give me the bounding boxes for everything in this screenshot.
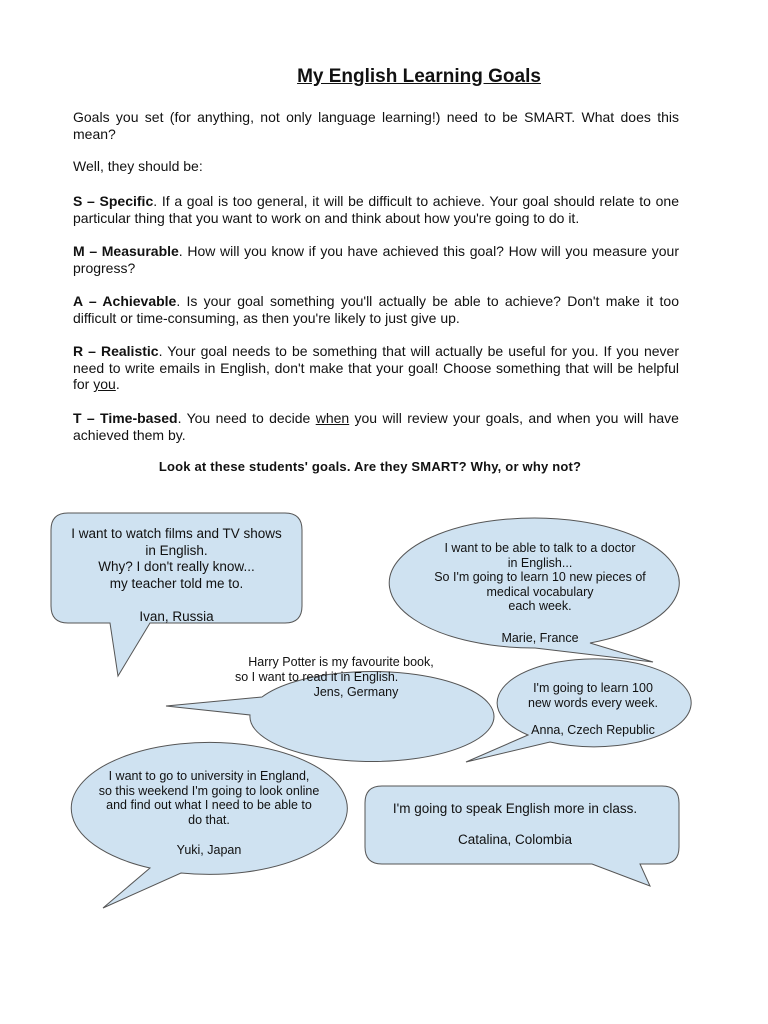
page-title: My English Learning Goals	[297, 66, 541, 87]
student-name: Marie, France	[501, 630, 579, 645]
bubble-line: new words every week.	[528, 695, 658, 710]
student-name: Catalina, Colombia	[457, 831, 573, 847]
bubble-line: So I'm going to learn 10 new pieces of	[434, 570, 646, 584]
bubble-line: so I want to read it in English.	[235, 669, 399, 684]
bubble-line: medical vocabulary	[486, 584, 594, 599]
smart-term: S – Specific	[73, 193, 154, 209]
bubble-line: Harry Potter is my favourite book,	[248, 655, 434, 669]
bubble-line: do that.	[188, 812, 230, 827]
smart-term: R – Realistic	[73, 343, 159, 359]
bubble-line: I want to watch films and TV shows	[71, 526, 282, 541]
bubble-text-anna	[496, 681, 690, 738]
student-name: Yuki, Japan	[176, 843, 242, 857]
bubble-line: I want to be able to talk to a doctor	[444, 541, 636, 555]
bubble-line: in English...	[507, 555, 573, 570]
bubble-line: in English.	[145, 542, 208, 558]
bubble-line: each week.	[508, 599, 572, 613]
smart-description-end: .	[115, 376, 120, 392]
bubble-line: my teacher told me to.	[109, 575, 244, 591]
bubble-line: I'm going to learn 100	[533, 681, 653, 695]
underlined-word: when	[315, 410, 350, 426]
student-name: Anna, Czech Republic	[531, 723, 655, 737]
student-name: Jens, Germany	[313, 685, 399, 699]
bubble-line: I want to go to university in England,	[108, 769, 310, 783]
discussion-question: Look at these students' goals. Are they SMART? Why, or why not?	[158, 459, 582, 474]
bubble-text-ivan	[51, 526, 302, 626]
smart-description-end: you will review your goals, and when you will have achieved them by.	[73, 410, 679, 443]
smart-term: M – Measurable	[73, 243, 179, 259]
bubble-text-marie	[395, 541, 685, 645]
bubble-line: I'm going to speak English more in class.	[392, 801, 638, 816]
bubble-line: and find out what I need to be able to	[106, 798, 312, 812]
bubble-text-yuki	[71, 769, 347, 858]
lead-in-text: Well, they should be:	[73, 158, 203, 174]
intro-paragraph: Goals you set (for anything, not only language learning!) need to be SMART. What does this mean?	[73, 109, 679, 142]
smart-term: A – Achievable	[73, 293, 177, 309]
smart-term: T – Time-based	[73, 410, 178, 426]
bubble-text-catalina	[365, 801, 665, 848]
bubble-line: so this weekend I'm going to look online	[98, 783, 320, 798]
smart-description: . Is your goal something you'll actually be able to achieve? Don't make it too difficult or time-consuming, as then you're likely to just give up.	[73, 293, 679, 326]
underlined-word: you	[93, 376, 116, 392]
smart-description: . You need to decide	[177, 410, 316, 426]
smart-description: . Your goal needs to be something that will actually be useful for you. If you never need to write emails in English, don't make that your goal! Choose something that will be helpful for	[73, 343, 679, 392]
smart-description: . If a goal is too general, it will be difficult to achieve. Your goal should relate to one particular thing that you want to work on and think about how you're going to do it.	[73, 193, 679, 226]
bubble-line: Why? I don't really know...	[98, 559, 255, 574]
smart-description: . How will you know if you have achieved this goal? How will you measure your progress?	[73, 243, 679, 276]
student-name: Ivan, Russia	[139, 609, 214, 624]
bubble-text-jens	[226, 655, 456, 700]
